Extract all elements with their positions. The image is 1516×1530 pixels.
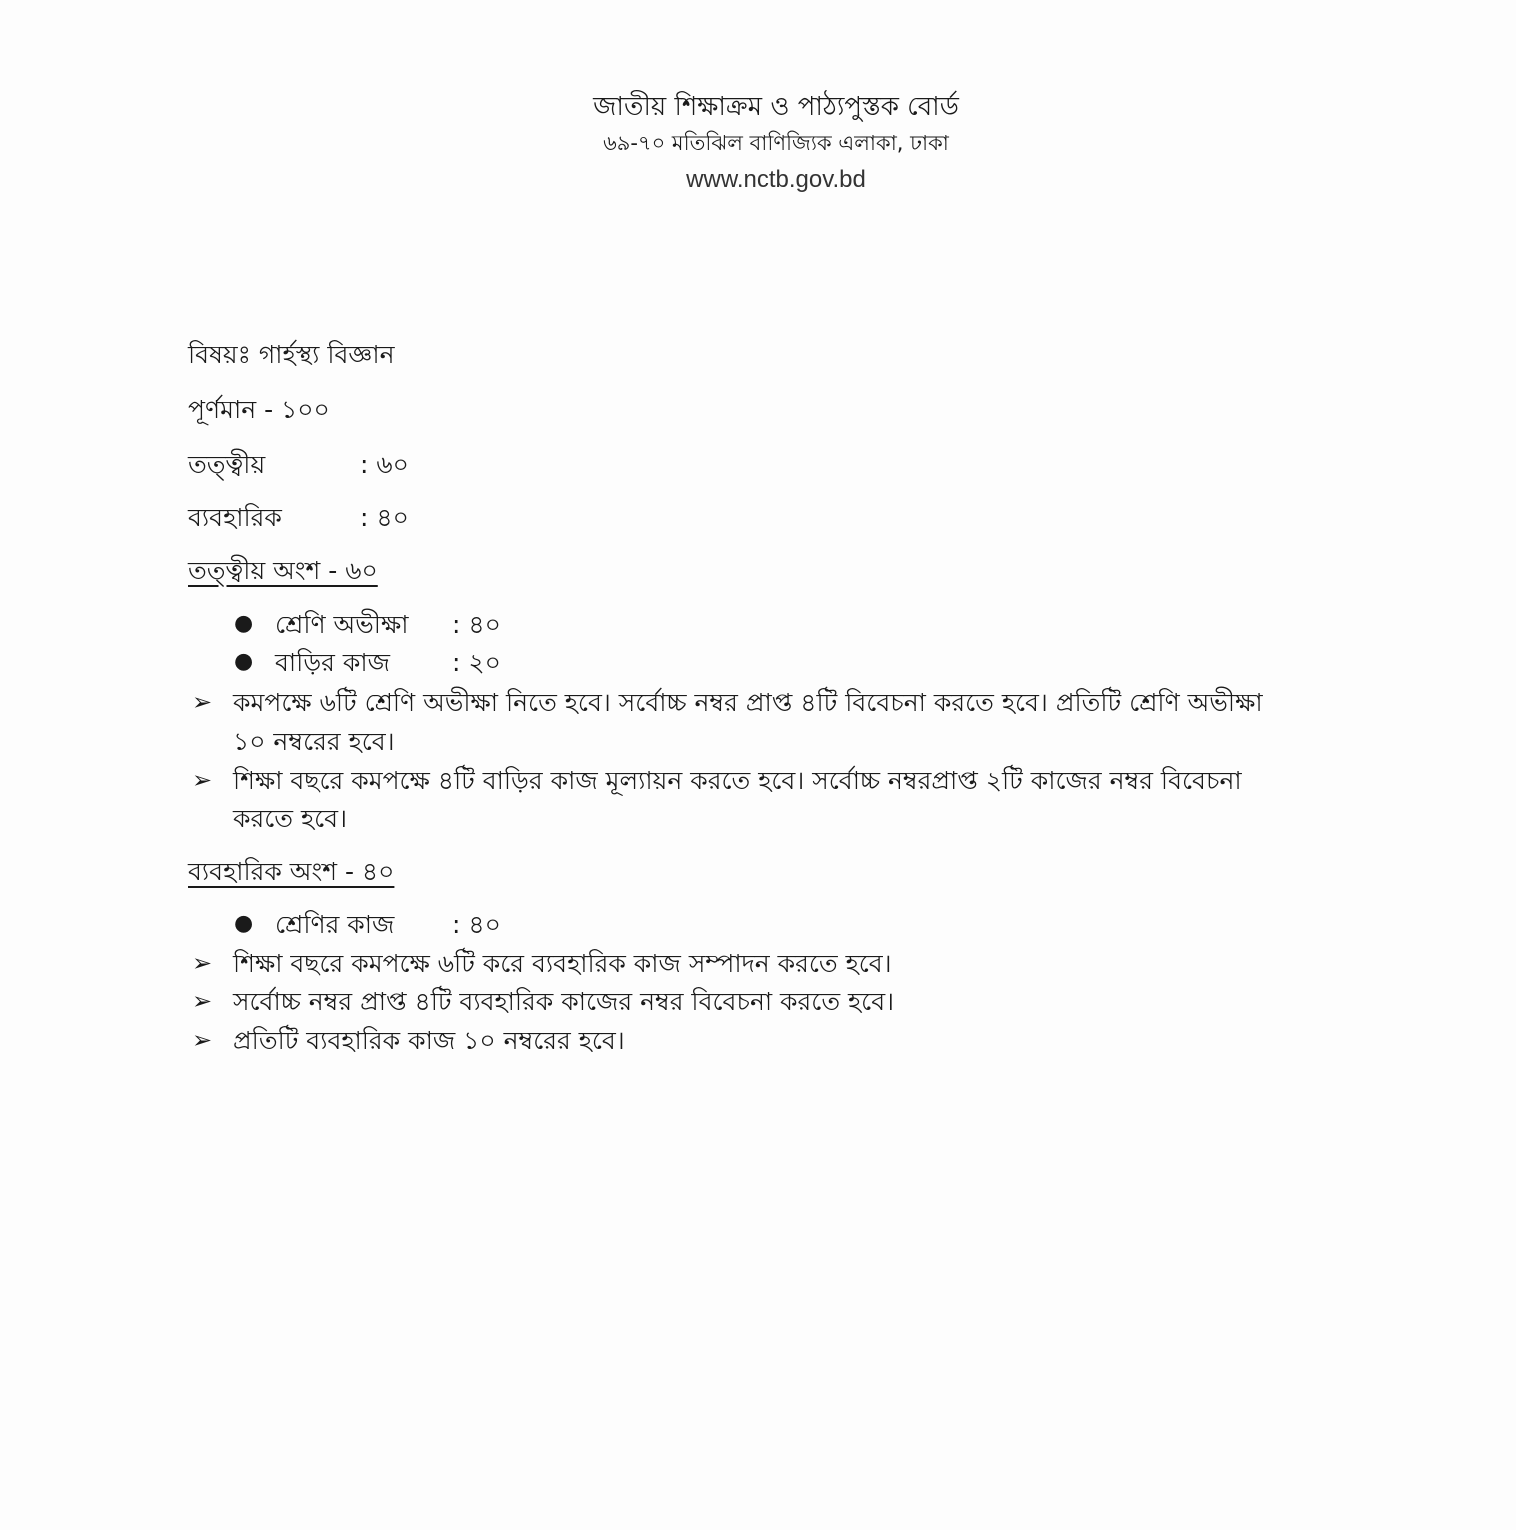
note-text: করতে হবে। bbox=[233, 804, 348, 833]
bullet-icon: ● bbox=[234, 649, 254, 674]
bullet-label: শ্রেণি অভীক্ষা bbox=[275, 610, 409, 639]
org-website: www.nctb.gov.bd bbox=[686, 166, 866, 193]
section-heading: ব্যবহারিক অংশ - ৪০ bbox=[188, 857, 395, 886]
arrow-bullet-icon: ➢ bbox=[192, 1026, 213, 1054]
section-heading: তত্ত্বীয় অংশ - ৬০ bbox=[188, 556, 378, 585]
note-text: সর্বোচ্চ নম্বর প্রাপ্ত ৪টি ব্যবহারিক কাজের নম্বর বিবেচনা করতে হবে। bbox=[233, 987, 895, 1016]
bullet-icon: ● bbox=[234, 911, 254, 936]
practical-label: ব্যবহারিক bbox=[188, 503, 282, 532]
full-marks: পূর্ণমান - ১০০ bbox=[188, 395, 330, 424]
arrow-bullet-icon: ➢ bbox=[192, 766, 213, 794]
arrow-bullet-icon: ➢ bbox=[192, 688, 213, 716]
bullet-label: শ্রেণির কাজ bbox=[275, 910, 395, 939]
note-text: শিক্ষা বছরে কমপক্ষে ৪টি বাড়ির কাজ মূল্যায়ন করতে হবে। সর্বোচ্চ নম্বরপ্রাপ্ত ২টি কাজের নম্বর বিবেচনা bbox=[233, 766, 1242, 795]
org-name: জাতীয় শিক্ষাক্রম ও পাঠ্যপুস্তক বোর্ড bbox=[593, 92, 959, 122]
note-text: প্রতিটি ব্যবহারিক কাজ ১০ নম্বরের হবে। bbox=[233, 1026, 625, 1055]
note-text: ১০ নম্বরের হবে। bbox=[233, 727, 395, 756]
practical-value: : ৪০ bbox=[360, 503, 409, 532]
arrow-bullet-icon: ➢ bbox=[192, 949, 213, 977]
bullet-value: : ৪০ bbox=[452, 910, 501, 939]
note-text: কমপক্ষে ৬টি শ্রেণি অভীক্ষা নিতে হবে। সর্বোচ্চ নম্বর প্রাপ্ত ৪টি বিবেচনা করতে হবে। প্রতিটি শ্রেণি অভীক্ষা bbox=[233, 688, 1263, 717]
note-text: শিক্ষা বছরে কমপক্ষে ৬টি করে ব্যবহারিক কাজ সম্পাদন করতে হবে। bbox=[233, 949, 892, 978]
bullet-value: : ৪০ bbox=[452, 610, 501, 639]
bullet-value: : ২০ bbox=[452, 648, 501, 677]
theory-label: তত্ত্বীয় bbox=[188, 450, 266, 479]
arrow-bullet-icon: ➢ bbox=[192, 987, 213, 1015]
bullet-icon: ● bbox=[234, 611, 254, 636]
org-address: ৬৯-৭০ মতিঝিল বাণিজ্যিক এলাকা, ঢাকা bbox=[603, 131, 949, 155]
theory-value: : ৬০ bbox=[360, 450, 409, 479]
bullet-label: বাড়ির কাজ bbox=[275, 648, 390, 677]
subject: বিষয়ঃ গার্হস্থ্য বিজ্ঞান bbox=[188, 340, 395, 369]
